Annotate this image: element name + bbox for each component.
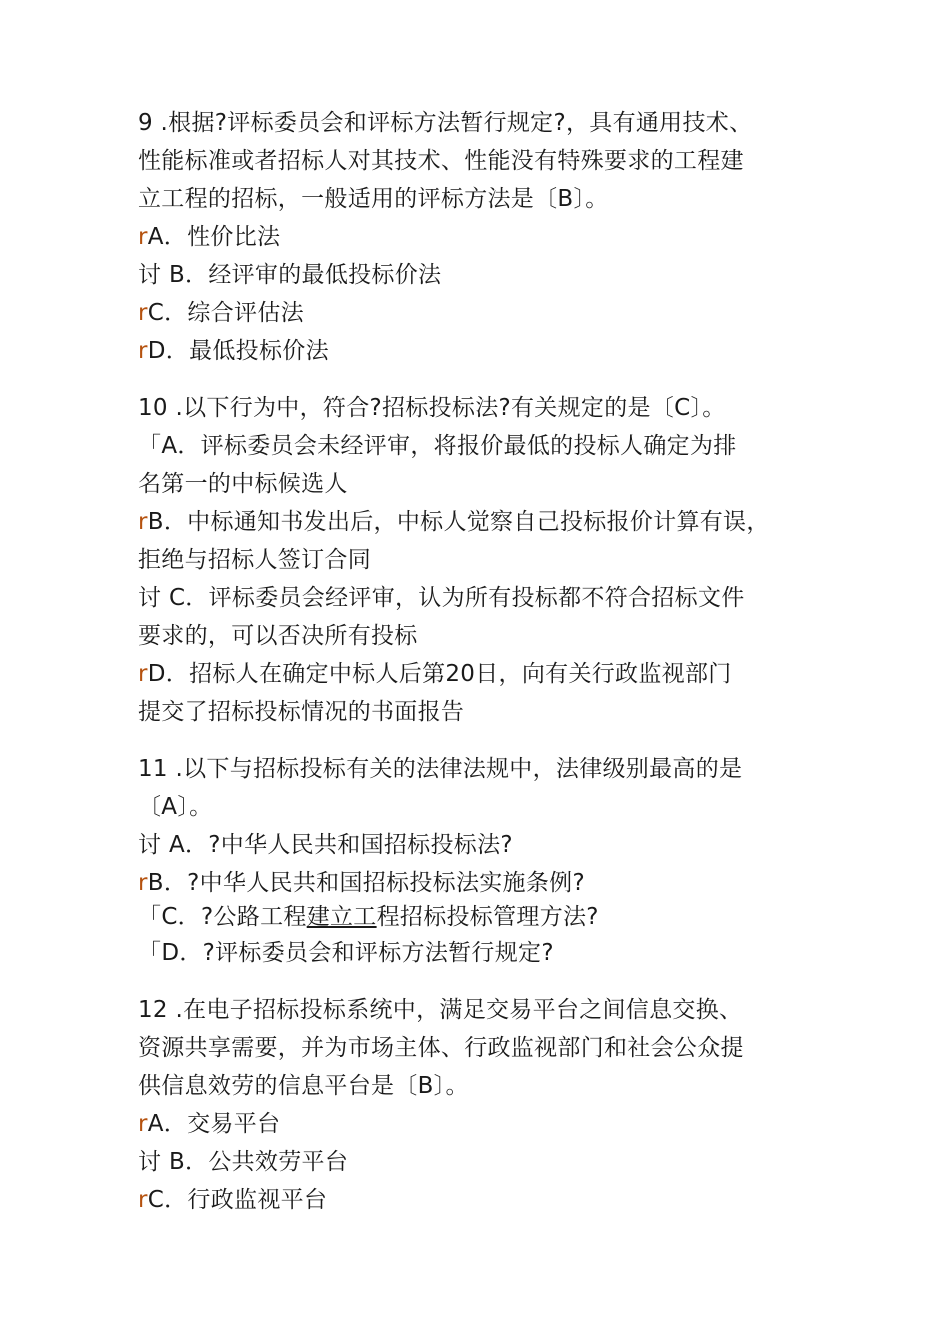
option-text: B．公共效劳平台 — [168, 1149, 349, 1175]
option-text: A．性价比法 — [147, 224, 281, 250]
option-text: A．评标委员会未经评审，将报价最低的投标人确定为排 — [161, 433, 737, 459]
option-text: B．?中华人民共和国招标投标法实施条例? — [147, 870, 585, 896]
option-c — [138, 298, 304, 328]
option-marker: r — [138, 1111, 148, 1137]
option-d-continuation: 提交了招标投标情况的书面报告 — [138, 699, 465, 725]
question-text-line: 资源共享需要，并为市场主体、行政监视部门和社会公众提 — [138, 1035, 744, 1061]
question-text-line: 供信息效劳的信息平台是〔B〕。 — [138, 1073, 469, 1099]
option-b — [138, 1147, 348, 1177]
option-d — [138, 659, 732, 689]
option-text: B．中标通知书发出后，中标人觉察自己投标报价计算有误， — [147, 509, 770, 535]
option-a — [138, 1109, 280, 1139]
option-b-continuation: 拒绝与招标人签订合同 — [138, 547, 371, 573]
option-text: C．行政监视平台 — [147, 1187, 328, 1213]
option-text: C．综合评估法 — [147, 300, 304, 326]
option-b — [138, 260, 441, 290]
option-marker: r — [138, 870, 148, 896]
option-text-underlined: 建立工 — [306, 904, 377, 930]
option-marker: r — [138, 1187, 148, 1213]
question-text-line: 11 .以下与招标投标有关的法律法规中，法律级别最高的是 — [138, 756, 743, 782]
option-b — [138, 868, 585, 898]
option-marker: 讨 — [138, 832, 162, 858]
option-marker: 「 — [138, 904, 162, 930]
option-marker: r — [138, 661, 148, 687]
option-a — [138, 222, 280, 252]
option-d — [138, 938, 554, 968]
question-text-line: 10 .以下行为中，符合?招标投标法?有关规定的是〔C〕。 — [138, 395, 726, 421]
option-c — [138, 583, 745, 613]
option-text-post: 程招标投标管理方法? — [376, 904, 599, 930]
option-c — [138, 1185, 327, 1215]
option-text: D．招标人在确定中标人后第20日，向有关行政监视部门 — [147, 661, 732, 687]
question-text-line: 性能标准或者招标人对其技术、性能没有特殊要求的工程建 — [138, 148, 744, 174]
option-marker: 讨 — [138, 262, 162, 288]
option-marker: r — [138, 338, 148, 364]
question-text-line: 12 .在电子招标投标系统中，满足交易平台之间信息交换、 — [138, 997, 743, 1023]
option-text: D．最低投标价法 — [147, 338, 329, 364]
option-marker: r — [138, 224, 148, 250]
option-d — [138, 336, 329, 366]
option-c — [138, 902, 599, 932]
question-text-line: 9 .根据?评标委员会和评标方法暂行规定?，具有通用技术、 — [138, 110, 753, 136]
option-text: C．评标委员会经评审，认为所有投标都不符合招标文件 — [168, 585, 745, 611]
option-text: B．经评审的最低投标价法 — [168, 262, 442, 288]
option-text-pre: C．?公路工程 — [161, 904, 307, 930]
option-marker: 「 — [138, 940, 162, 966]
option-c-continuation: 要求的，可以否决所有投标 — [138, 623, 418, 649]
option-marker: 「 — [138, 433, 162, 459]
option-b — [138, 507, 770, 537]
option-marker: r — [138, 300, 148, 326]
option-a-continuation: 名第一的中标候选人 — [138, 471, 348, 497]
question-text-line: 立工程的招标，一般适用的评标方法是〔B〕。 — [138, 186, 609, 212]
option-marker: 讨 — [138, 1149, 162, 1175]
option-marker: r — [138, 509, 148, 535]
option-text: A．?中华人民共和国招标投标法? — [168, 832, 513, 858]
option-marker: 讨 — [138, 585, 162, 611]
option-a — [138, 830, 513, 860]
option-text: D．?评标委员会和评标方法暂行规定? — [161, 940, 554, 966]
option-a — [138, 431, 737, 461]
option-text: A．交易平台 — [147, 1111, 281, 1137]
question-text-line: 〔A〕。 — [138, 794, 213, 820]
